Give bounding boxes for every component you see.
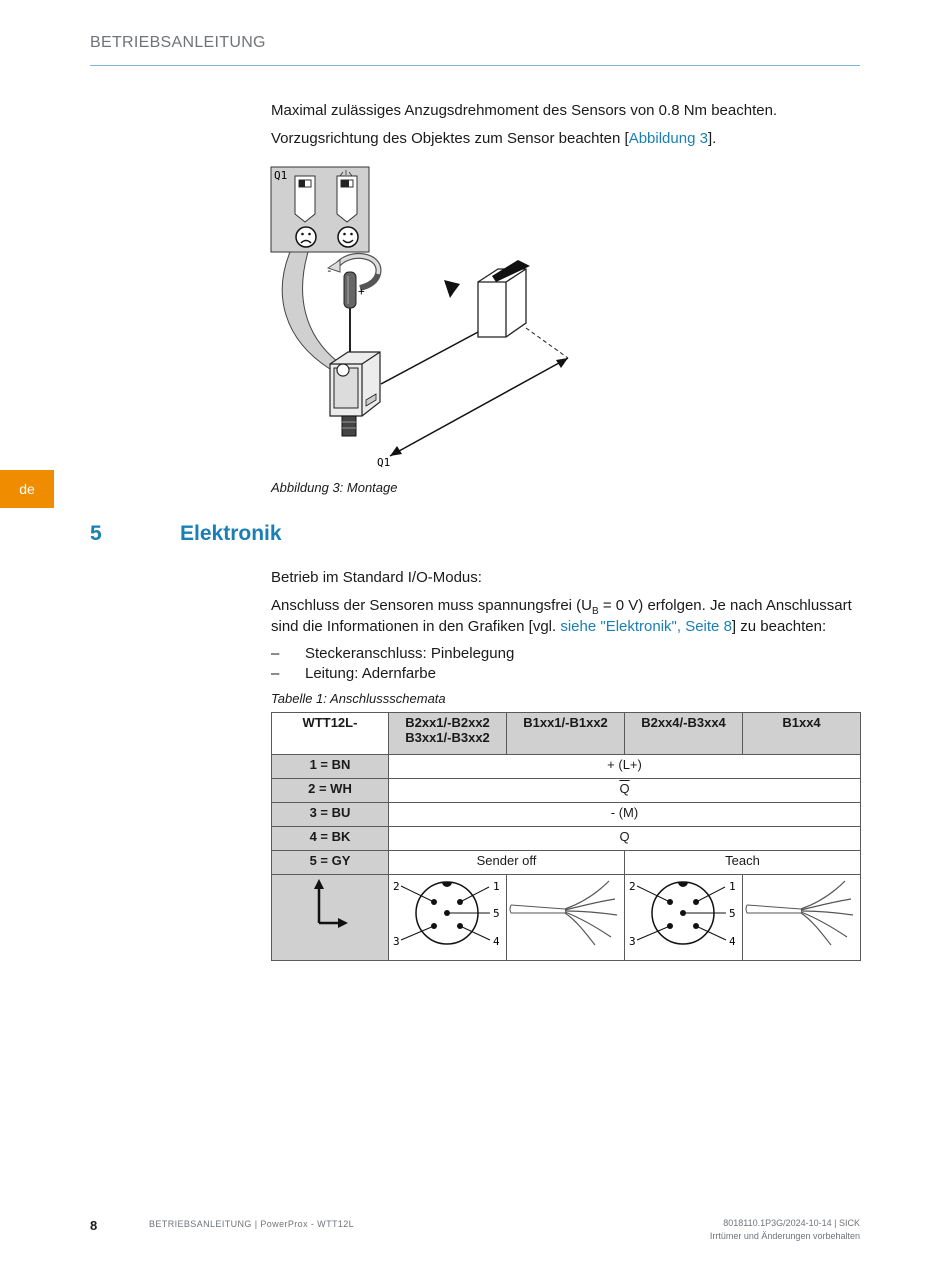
list-item [271,664,514,684]
pin-cell: 3 = BU [272,803,389,827]
footer-document-title: BETRIEBSANLEITUNG | PowerProx - WTT12L [149,1219,355,1229]
pin-label: 3 [629,935,636,948]
m12-connector-icon [389,875,507,957]
connection-text-c: sind die Informationen in den Grafiken [vgl. [271,618,561,635]
table-row [272,755,861,779]
q-inverted: $\overline{Q}$ [619,781,630,796]
figure-caption: Abbildung 3: Montage [271,480,398,495]
sad-face-icon [296,227,316,247]
list-dash: – [271,665,280,682]
pin-cell: 5 = GY [272,851,389,875]
pin-label: 4 [493,935,500,948]
table-header-row [272,713,861,755]
connector-pinout-cell-teach [625,875,743,961]
mode-text: Betrieb im Standard I/O-Modus: [271,569,482,586]
preferred-direction-arrow-icon [444,280,482,302]
panel-q1-label: Q1 [274,169,288,182]
table-row [272,827,861,851]
connection-text-a: Anschluss der Sensoren muss spannungsfrei (U [271,597,592,614]
header-model: WTT12L- [272,713,389,755]
connection-arrow-icon [272,875,389,957]
header-divider [90,65,860,66]
table-caption: Tabelle 1: Anschlussschemata [271,691,446,706]
torque-note: Maximal zulässiges Anzugsdrehmoment des Sensors von 0.8 Nm beachten. [271,102,778,119]
m12-connector-icon [625,875,743,957]
table-row [272,851,861,875]
table-row [272,779,861,803]
section-title: Elektronik [180,522,282,545]
pin-label: 2 [629,880,636,893]
list-dash: – [271,645,280,662]
pin-value-right: Teach [625,851,861,875]
table-figure-row [272,875,861,961]
direction-note-text: Vorzugsrichtung des Objektes zum Sensor beachten [ [271,130,629,147]
connection-text-d: ] zu beachten: [731,618,827,635]
connection-text-line2 [271,617,826,637]
pin-label: 2 [393,880,400,893]
header-title: BETRIEBSANLEITUNG [90,34,266,51]
list-item-text: Leitung: Adernfarbe [305,665,436,682]
connection-symbol-cell [272,875,389,961]
header-b2: B2xx1/-B2xx2 [405,715,490,730]
list-item [271,644,514,664]
connection-type-list [271,644,514,684]
header-b2-b3-4: B2xx4/-B3xx4 [625,713,743,755]
pin-label: 3 [393,935,400,948]
pin-cell: 2 = WH [272,779,389,803]
pin-value: + (L+) [389,755,861,779]
direction-note-end: ]. [707,130,717,147]
language-tab[interactable]: de [0,470,54,508]
table-row [272,803,861,827]
pin-label: 1 [493,880,500,893]
cable-cell [507,875,625,961]
connection-text-b: = 0 V) erfolgen. Je nach Anschlussart [598,597,852,614]
header-b3: B3xx1/-B3xx2 [405,730,490,745]
cable-cell-teach [743,875,861,961]
axis-q1-label: Q1 [377,456,391,469]
footer-reference: 8018110.1P3G/2024-10-14 | SICK [723,1218,860,1228]
figure-3-link[interactable]: Abbildung 3 [628,130,708,147]
list-item-text: Steckeranschluss: Pinbelegung [305,645,515,662]
connection-table [271,712,861,961]
sensor-icon [330,352,380,436]
object-cube-icon [478,269,526,337]
distance-axis [390,358,568,456]
minus-label: - [326,264,333,277]
pin-cell: 4 = BK [272,827,389,851]
pin-label: 5 [493,907,500,920]
pin-value-left: Sender off [389,851,625,875]
pin-value: Q [389,827,861,851]
header-b1-4: B1xx4 [743,713,861,755]
pin-cell: 1 = BN [272,755,389,779]
cable-wires-icon [743,875,861,957]
page-number: 8 [90,1218,98,1233]
pin-value [389,779,861,803]
elektronik-link[interactable]: siehe "Elektronik", Seite 8 [560,618,732,635]
pin-value: - (M) [389,803,861,827]
connector-pinout-cell [389,875,507,961]
header-b1: B1xx1/-B1xx2 [507,713,625,755]
subscript-b: B [592,606,599,617]
screwdriver-icon [344,272,356,354]
pin-label: 5 [729,907,736,920]
footer-disclaimer: Irrtümer und Änderungen vorbehalten [709,1231,860,1241]
plus-label: + [358,285,365,298]
mounting-figure [268,164,578,474]
happy-face-icon [338,227,358,247]
pin-label: 4 [729,935,736,948]
cable-wires-icon [507,875,625,957]
header-b2-b3 [389,713,507,755]
direction-note [271,129,716,149]
section-number: 5 [90,522,102,545]
pin-label: 1 [729,880,736,893]
